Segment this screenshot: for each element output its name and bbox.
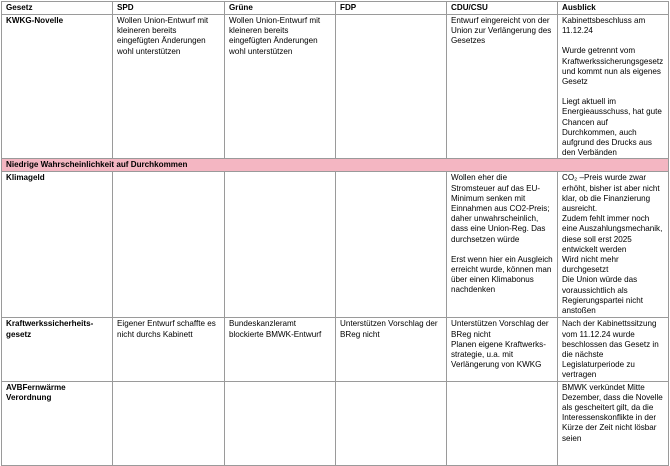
ausblick-line: Wird nicht mehr durchgesetzt xyxy=(562,255,619,275)
col-header-cdu: CDU/CSU xyxy=(447,2,558,15)
legislation-table xyxy=(1,1,669,466)
table-row-kraftwerk xyxy=(2,318,669,381)
cell-fdp: Unterstützen Vorschlag der BReg nicht xyxy=(336,318,447,381)
ausblick-line: Wurde getrennt vom Kraftwerkssicherungsgesetz und kommt nun als eigenes Gesetz xyxy=(562,46,664,87)
cell-fdp xyxy=(336,15,447,159)
cell-cdu xyxy=(447,318,558,381)
cell-gruene xyxy=(225,172,336,318)
cell-ausblick: BMWK verkündet Mitte Dezember, dass die Novelle als gescheitert gilt, da die Interessenskonflikte in der Kürze der Zeit nicht lösbar seien xyxy=(558,381,669,465)
cell-fdp xyxy=(336,172,447,318)
cell-ausblick xyxy=(558,172,669,318)
ausblick-line: Liegt aktuell im Energieausschuss, hat gute Chancen auf Durchkommen, auch aufgrund des Drucks aus den Verbänden xyxy=(562,97,662,158)
cell-spd: Wollen Union-Entwurf mit kleineren bereits eingefügten Änderungen wohl unterstützen xyxy=(113,15,225,159)
col-header-gruene: Grüne xyxy=(225,2,336,15)
table-row-klimageld xyxy=(2,172,669,318)
section-label: Niedrige Wahrscheinlichkeit auf Durchkommen xyxy=(2,159,669,172)
cell-cdu: Entwurf eingereicht von der Union zur Verlängerung des Gesetzes xyxy=(447,15,558,159)
cell-spd xyxy=(113,381,225,465)
cell-cdu xyxy=(447,172,558,318)
cdu-line: Planen eigene Kraftwerks-strategie, u.a. mit Verlängerung von KWKG xyxy=(451,339,546,370)
cell-gruene: Bundeskanzleramt blockierte BMWK-Entwurf xyxy=(225,318,336,381)
cdu-line: Unterstützen Vorschlag der BReg nicht xyxy=(451,319,549,339)
cell-gruene: Wollen Union-Entwurf mit kleineren bereits eingefügten Änderungen wohl unterstützen xyxy=(225,15,336,159)
table-row-kwkg xyxy=(2,15,669,159)
cdu-line: Erst wenn hier ein Ausgleich erreicht wurde, können man über einen Klimabonus nachdenken xyxy=(451,254,553,295)
cell-gesetz: AVBFernwärme Verordnung xyxy=(2,381,113,465)
col-header-spd: SPD xyxy=(113,2,225,15)
cell-gesetz: Klimageld xyxy=(2,172,113,318)
cell-gesetz: KWKG-Novelle xyxy=(2,15,113,159)
cdu-line: Wollen eher die Stromsteuer auf das EU-Minimum senken mit Einnahmen aus CO2-Preis; daher unwahrscheinlich, dass eine Union-Reg. Das durchsetzen würde xyxy=(451,173,550,244)
cell-ausblick xyxy=(558,15,669,159)
header-row xyxy=(2,2,669,15)
table-row-avb xyxy=(2,381,669,465)
ausblick-line: Kabinettsbeschluss am 11.12.24 xyxy=(562,16,646,36)
cell-gruene xyxy=(225,381,336,465)
cell-spd xyxy=(113,172,225,318)
cell-ausblick: Nach der Kabinettssitzung vom 11.12.24 wurde beschlossen das Gesetz in die nächste Legislaturperiode zu vertragen xyxy=(558,318,669,381)
cell-spd: Eigener Entwurf schaffte es nicht durchs Kabinett xyxy=(113,318,225,381)
cell-gesetz: Kraftwerkssicherheits-gesetz xyxy=(2,318,113,381)
cell-fdp xyxy=(336,381,447,465)
col-header-gesetz: Gesetz xyxy=(2,2,113,15)
ausblick-line: CO₂ –Preis wurde zwar erhöht, bisher ist aber nicht klar, ob die Finanzierung ausreicht. xyxy=(562,173,660,214)
col-header-fdp: FDP xyxy=(336,2,447,15)
cell-cdu xyxy=(447,381,558,465)
ausblick-line: Die Union würde das voraussichtlich als Regierungspartei nicht anstoßen xyxy=(562,275,643,316)
section-row xyxy=(2,159,669,172)
col-header-ausblick: Ausblick xyxy=(558,2,669,15)
ausblick-line: Zudem fehlt immer noch eine Auszahlungsmechanik, diese soll erst 2025 entwickelt werden xyxy=(562,214,663,254)
